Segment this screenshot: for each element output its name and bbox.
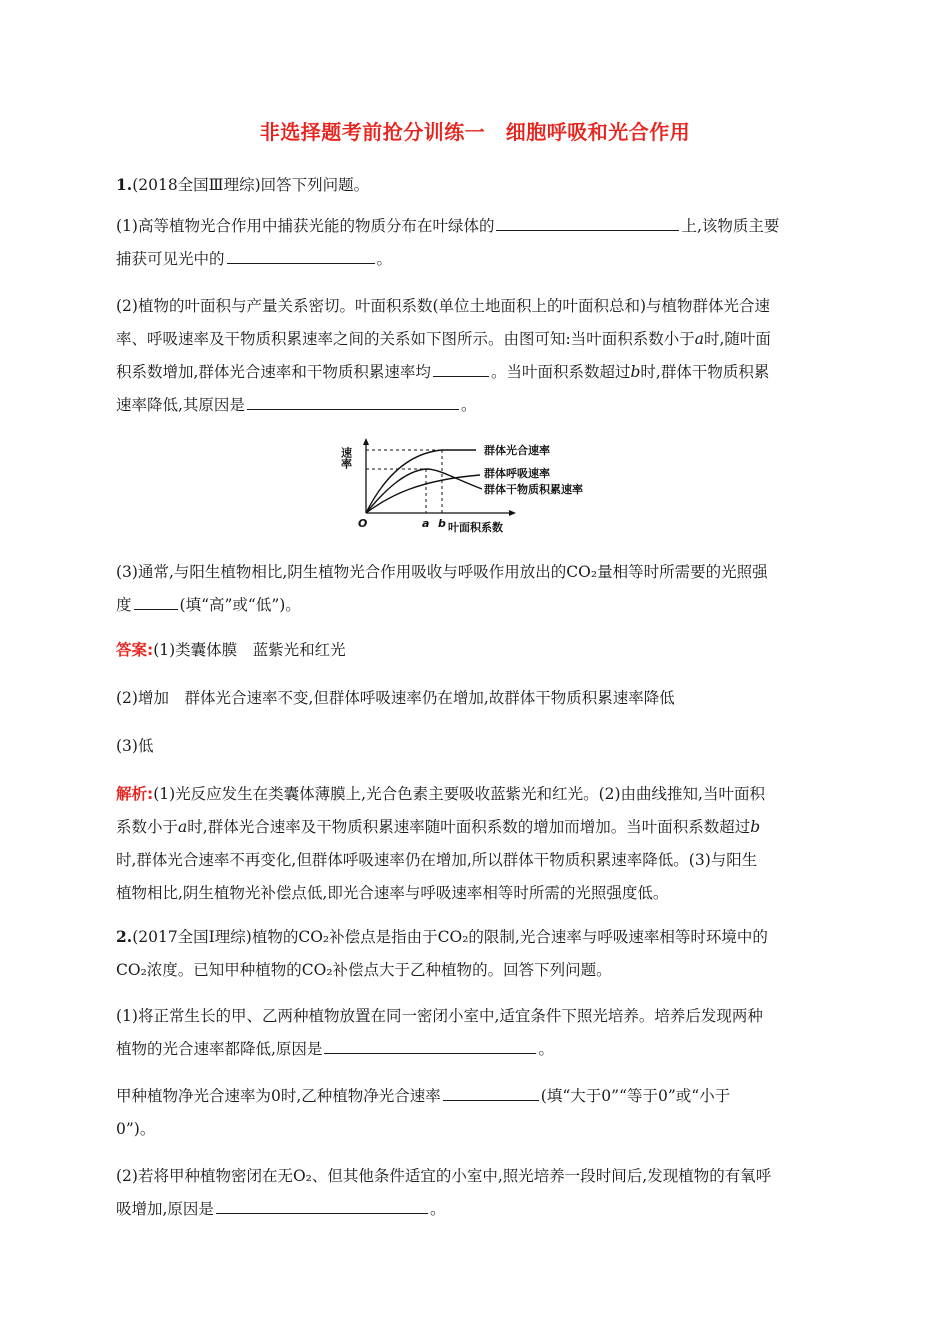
answer-blank[interactable] [433,358,489,377]
text-line: 。当叶面积系数超过 [490,363,631,381]
question-number: 2. [116,927,133,946]
answer-blank[interactable] [496,212,679,231]
text-line: 。 [429,1200,446,1218]
question-number: 1. [116,175,133,194]
question-1-header [116,168,836,202]
answer-blank[interactable] [134,591,178,610]
variable-b: b [750,818,761,836]
x-axis-label: 叶面积系数 [448,521,503,534]
text-line: 。 [460,396,477,414]
text-line: CO₂浓度。已知甲种植物的CO₂补偿点大于乙种植物的。回答下列问题。 [116,961,612,979]
text-line: (2)植物的叶面积与产量关系密切。叶面积系数(单位土地面积上的叶面积总和)与植物群体光合速 [116,297,771,315]
answer-label: 答案: [116,641,154,659]
x-axis-arrow [509,510,516,516]
answer-blank[interactable] [216,1195,428,1214]
x-mark-a: a [422,517,430,530]
question-1-part-3 [116,556,836,622]
answer-blank[interactable] [247,391,459,410]
text-line: (1)高等植物光合作用中捕获光能的物质分布在叶绿体的 [116,217,495,235]
text-line: (1)光反应发生在类囊体薄膜上,光合色素主要吸收蓝紫光和红光。(2)由曲线推知,当叶面积 [153,785,765,803]
variable-a: a [694,330,704,348]
question-2-part-1b [116,1080,836,1146]
legend-respiration: 群体呼吸速率 [484,467,550,480]
analysis-block [116,778,836,910]
answer-line-3: (3)低 [116,737,154,755]
question-1-part-1 [116,210,836,276]
text-line: 0”)。 [116,1120,156,1138]
text-line: (填“大于0”“等于0”或“小于 [540,1087,731,1105]
series-dry-matter-line [366,469,482,513]
text-line: (1)将正常生长的甲、乙两种植物放置在同一密闭小室中,适宜条件下照光培养。培养后发现两种 [116,1007,763,1025]
text-line: (2017全国Ⅰ理综)植物的CO₂补偿点是指由于CO₂的限制,光合速率与呼吸速率相等时环境中的 [132,928,768,946]
text-line: 上,该物质主要 [681,217,780,235]
origin-label: O [358,517,368,530]
question-2-part-2 [116,1160,836,1226]
text-line: (3)通常,与阳生植物相比,阴生植物光合作用吸收与呼吸作用放出的CO₂量相等时所需要的光照强 [116,563,768,581]
question-source: (2018全国Ⅲ理综)回答下列问题。 [132,176,370,194]
analysis-label: 解析: [116,785,154,803]
legend-dry-matter: 群体干物质积累速率 [484,483,583,496]
text-line: 率、呼吸速率及干物质积累速率之间的关系如下图所示。由图可知:当叶面积系数小于 [116,330,695,348]
variable-b: b [630,363,641,381]
answer-blank[interactable] [443,1082,539,1101]
text-line: 。 [376,250,393,268]
text-line: 。 [538,1040,554,1058]
question-2-header [116,920,836,987]
rate-chart [340,435,620,535]
page-title: 非选择题考前抢分训练一 细胞呼吸和光合作用 [259,120,691,144]
y-axis-label: 速率 [340,447,353,469]
text-line: 积系数增加,群体光合速率和干物质积累速率均 [116,363,431,381]
legend-photosynthesis: 群体光合速率 [484,444,550,457]
text-line: 时,群体光合速率及干物质积累速率随叶面积系数的增加而增加。当叶面积系数超过 [187,818,751,836]
text-line: 时,群体干物质积累 [640,363,770,381]
text-line: 速率降低,其原因是 [116,396,245,414]
answer-line: (1)类囊体膜 蓝紫光和红光 [153,641,346,659]
text-line: 甲种植物净光合速率为0时,乙种植物净光合速率 [116,1087,441,1105]
x-mark-b: b [438,517,446,530]
answer-block [116,634,836,667]
text-line: 吸增加,原因是 [116,1200,214,1218]
y-axis-arrow [363,438,369,445]
text-line: 度 [116,596,132,614]
series-photosynthesis-line [366,450,476,513]
text-line: (2)若将甲种植物密闭在无O₂、但其他条件适宜的小室中,照光培养一段时间后,发现植物的有氧呼 [116,1167,772,1185]
answer-line-2: (2)增加 群体光合速率不变,但群体呼吸速率仍在增加,故群体干物质积累速率降低 [116,689,675,707]
text-line: 捕获可见光中的 [116,250,225,268]
text-line: (填“高”或“低”)。 [179,596,301,614]
question-1-part-2 [116,290,836,422]
answer-blank[interactable] [227,245,375,264]
text-line: 时,随叶面 [703,330,771,348]
text-line: 植物相比,阴生植物光补偿点低,即光合速率与呼吸速率相等时所需的光照强度低。 [116,884,669,902]
variable-a: a [178,818,188,836]
text-line: 时,群体光合速率不再变化,但群体呼吸速率仍在增加,所以群体干物质积累速率降低。(3)与阳生 [116,851,758,869]
text-line: 植物的光合速率都降低,原因是 [116,1040,323,1058]
text-line: 系数小于 [116,818,179,836]
question-2-part-1 [116,1000,836,1066]
answer-blank[interactable] [324,1035,536,1054]
